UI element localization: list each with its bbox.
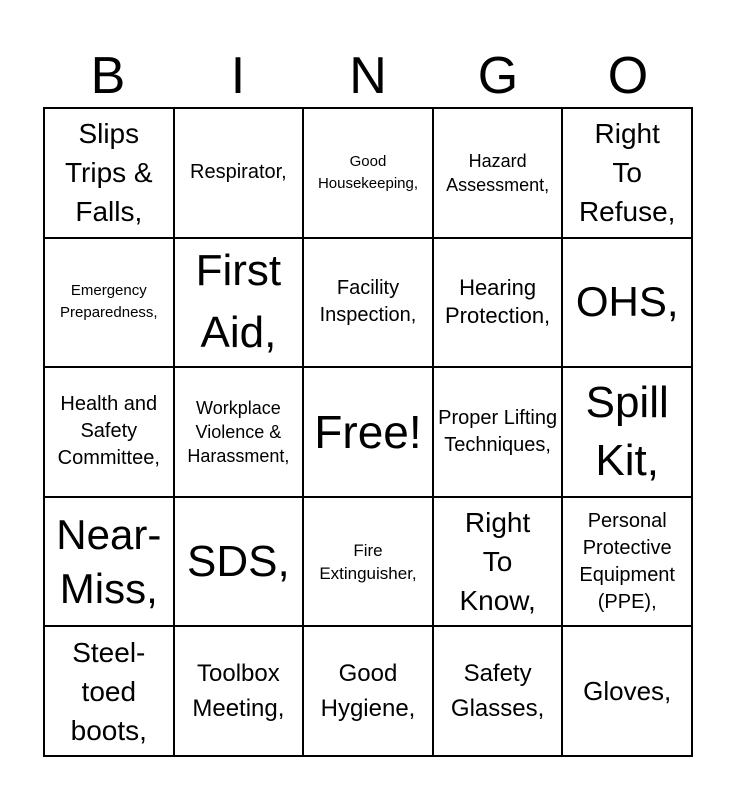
bingo-cell — [563, 627, 693, 757]
bingo-header — [43, 45, 693, 107]
cell-text: Personal Protective Equipment (PPE), — [579, 509, 675, 613]
cell-text: OHS, — [575, 278, 679, 326]
bingo-cell — [563, 109, 693, 239]
bingo-cell — [45, 109, 175, 239]
bingo-cell — [563, 498, 693, 628]
cell-text: Gloves, — [583, 675, 672, 706]
bingo-cell — [434, 627, 564, 757]
bingo-cell — [434, 109, 564, 239]
bingo-cell — [175, 498, 305, 628]
bingo-cell — [45, 368, 175, 498]
bingo-cell — [45, 627, 175, 757]
cell-text: Slips Trips & Falls, — [64, 118, 153, 228]
bingo-free-space — [304, 368, 434, 498]
bingo-cell — [434, 368, 564, 498]
cell-text: Right To Know, — [459, 507, 536, 617]
cell-text: Fire Extinguisher, — [319, 540, 417, 583]
cell-text: Good Hygiene, — [320, 660, 416, 723]
bingo-cell — [175, 239, 305, 369]
header-letter-g: G — [477, 47, 519, 105]
cell-text: Spill Kit, — [585, 377, 669, 485]
cell-text: Hazard Assessment, — [446, 150, 550, 195]
cell-text: Hearing Protection, — [445, 275, 551, 329]
bingo-cell — [175, 368, 305, 498]
cell-text: Near-Miss, — [56, 510, 162, 612]
header-letter-b: B — [90, 47, 126, 105]
cell-text: SDS, — [187, 536, 290, 586]
bingo-cell — [434, 239, 564, 369]
bingo-cell — [434, 498, 564, 628]
bingo-cell — [304, 109, 434, 239]
cell-text: Safety Glasses, — [450, 660, 545, 723]
header-letter-n: N — [349, 47, 387, 105]
bingo-cell — [175, 109, 305, 239]
cell-text: Health and Safety Committee, — [57, 393, 160, 470]
bingo-cell — [175, 627, 305, 757]
cell-text: Steel-toed boots, — [70, 636, 147, 746]
bingo-cell — [304, 239, 434, 369]
cell-text: Proper Lifting Techniques, — [438, 406, 558, 456]
cell-text: First Aid, — [195, 246, 282, 358]
bingo-cell — [45, 498, 175, 628]
bingo-cell — [563, 368, 693, 498]
cell-text: Right To Refuse, — [578, 118, 676, 228]
cell-text: Toolbox Meeting, — [192, 660, 285, 723]
header-letter-o: O — [607, 47, 649, 105]
cell-text: Good Housekeeping, — [317, 152, 419, 192]
header-letter-i: I — [230, 47, 246, 105]
cell-text: Free! — [314, 405, 422, 458]
bingo-cell — [45, 239, 175, 369]
cell-text: Facility Inspection, — [319, 277, 417, 327]
bingo-cell — [563, 239, 693, 369]
cell-text: Workplace Violence & Harassment, — [187, 397, 290, 466]
bingo-card-grid — [43, 107, 693, 757]
bingo-cell — [304, 498, 434, 628]
cell-text: Respirator, — [190, 161, 287, 184]
bingo-cell — [304, 627, 434, 757]
cell-text: Emergency Preparedness, — [60, 282, 158, 322]
